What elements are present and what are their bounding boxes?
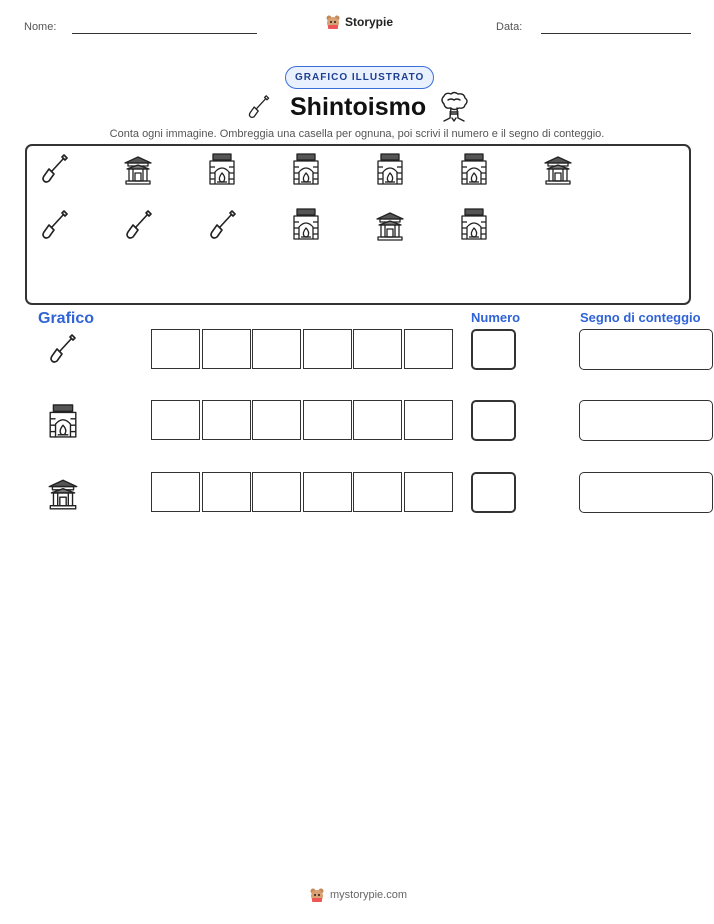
shrine-icon	[375, 209, 405, 243]
shovel-icon	[48, 331, 78, 367]
name-label: Nome:	[24, 21, 57, 33]
tally-box[interactable]	[579, 329, 713, 370]
number-box[interactable]	[471, 329, 516, 370]
shovel-icon	[208, 208, 238, 242]
brand-name: Storypie	[345, 15, 394, 29]
graph-row-shrine	[151, 472, 453, 512]
graph-cell[interactable]	[202, 400, 251, 440]
tally-box[interactable]	[579, 472, 713, 513]
shovel-icon	[247, 92, 271, 122]
fireplace-icon	[375, 153, 405, 187]
fireplace-icon	[207, 153, 237, 187]
number-box[interactable]	[471, 472, 516, 513]
graph-cell[interactable]	[404, 400, 453, 440]
graph-cell[interactable]	[404, 329, 453, 369]
worksheet-type-badge: GRAFICO ILLUSTRATO	[285, 66, 434, 89]
tally-column-header: Segno di conteggio	[580, 310, 701, 325]
bear-icon	[325, 14, 341, 30]
fireplace-icon	[459, 208, 489, 242]
shovel-icon	[124, 208, 154, 242]
graph-cell[interactable]	[151, 400, 200, 440]
graph-cell[interactable]	[252, 400, 301, 440]
fireplace-icon	[459, 153, 489, 187]
graph-cell[interactable]	[151, 472, 200, 512]
graph-cell[interactable]	[404, 472, 453, 512]
shrine-icon	[543, 153, 573, 187]
fireplace-icon	[291, 153, 321, 187]
fireplace-icon	[291, 208, 321, 242]
number-box[interactable]	[471, 400, 516, 441]
name-line[interactable]	[72, 33, 257, 34]
graph-cell[interactable]	[252, 472, 301, 512]
tally-box[interactable]	[579, 400, 713, 441]
graph-cell[interactable]	[303, 329, 352, 369]
graph-cell[interactable]	[252, 329, 301, 369]
graph-cell[interactable]	[202, 472, 251, 512]
graph-cell[interactable]	[353, 472, 402, 512]
graph-cell[interactable]	[353, 400, 402, 440]
sacred-tree-icon	[438, 90, 470, 124]
bear-icon	[309, 886, 325, 904]
page-title: Shintoismo	[290, 93, 427, 121]
graph-cell[interactable]	[151, 329, 200, 369]
brand-logo	[325, 14, 393, 30]
number-column-header: Numero	[471, 310, 521, 325]
footer-url[interactable]: mystorypie.com	[330, 889, 408, 901]
graph-cell[interactable]	[303, 472, 352, 512]
graph-column-header: Grafico	[38, 310, 95, 327]
date-line[interactable]	[541, 33, 691, 34]
graph-row-fireplace	[151, 400, 453, 440]
shrine-icon	[47, 476, 79, 512]
graph-cell[interactable]	[202, 329, 251, 369]
shrine-icon	[123, 153, 153, 187]
graph-cell[interactable]	[353, 329, 402, 369]
shovel-icon	[40, 208, 70, 242]
graph-cell[interactable]	[303, 400, 352, 440]
footer	[309, 886, 407, 904]
date-label: Data:	[496, 21, 523, 33]
graph-row-shovel	[151, 329, 453, 369]
shovel-icon	[40, 152, 70, 186]
fireplace-icon	[47, 403, 79, 441]
instructions-text: Conta ogni immagine. Ombreggia una casella per ognuna, poi scrivi il numero e il segno di conteggio.	[109, 128, 605, 140]
